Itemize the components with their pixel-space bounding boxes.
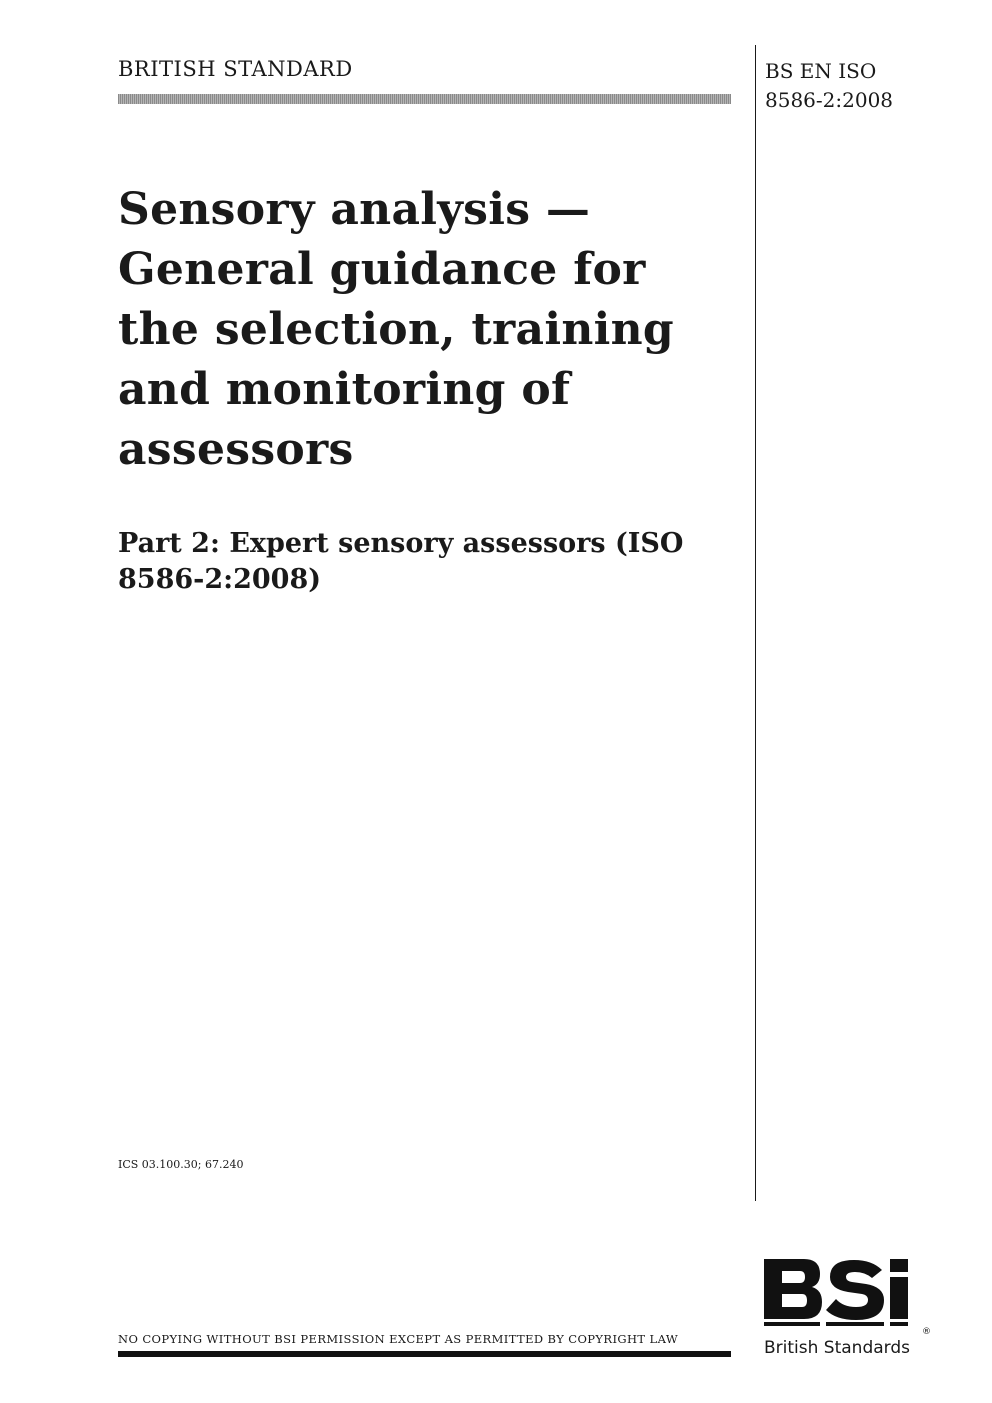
ics-classification: ICS 03.100.30; 67.240 (118, 1158, 244, 1171)
document-title (118, 180, 738, 480)
title-line: General guidance for (118, 244, 646, 295)
subtitle-line: 8586-2:2008) (118, 564, 322, 595)
footer-rule (118, 1351, 731, 1357)
document-subtitle (118, 526, 738, 598)
title-line: Sensory analysis — (118, 184, 591, 235)
title-line: the selection, training (118, 304, 674, 355)
bsi-wordmark (764, 1259, 908, 1326)
copyright-notice: NO COPYING WITHOUT BSI PERMISSION EXCEPT AS PERMITTED BY COPYRIGHT LAW (118, 1332, 679, 1346)
title-line: and monitoring of (118, 364, 571, 415)
bsi-logo-caption: British Standards (764, 1338, 910, 1358)
standard-number (765, 57, 955, 115)
standard-number-line-1: BS EN ISO (765, 59, 877, 83)
subtitle-line: Part 2: Expert sensory assessors (ISO (118, 528, 684, 559)
column-divider (755, 45, 756, 1201)
title-line: assessors (118, 424, 354, 475)
header-rule (118, 94, 731, 104)
document-series-label: BRITISH STANDARD (118, 57, 353, 81)
standard-number-line-2: 8586-2:2008 (765, 88, 894, 112)
trademark-symbol: ® (922, 1327, 931, 1337)
